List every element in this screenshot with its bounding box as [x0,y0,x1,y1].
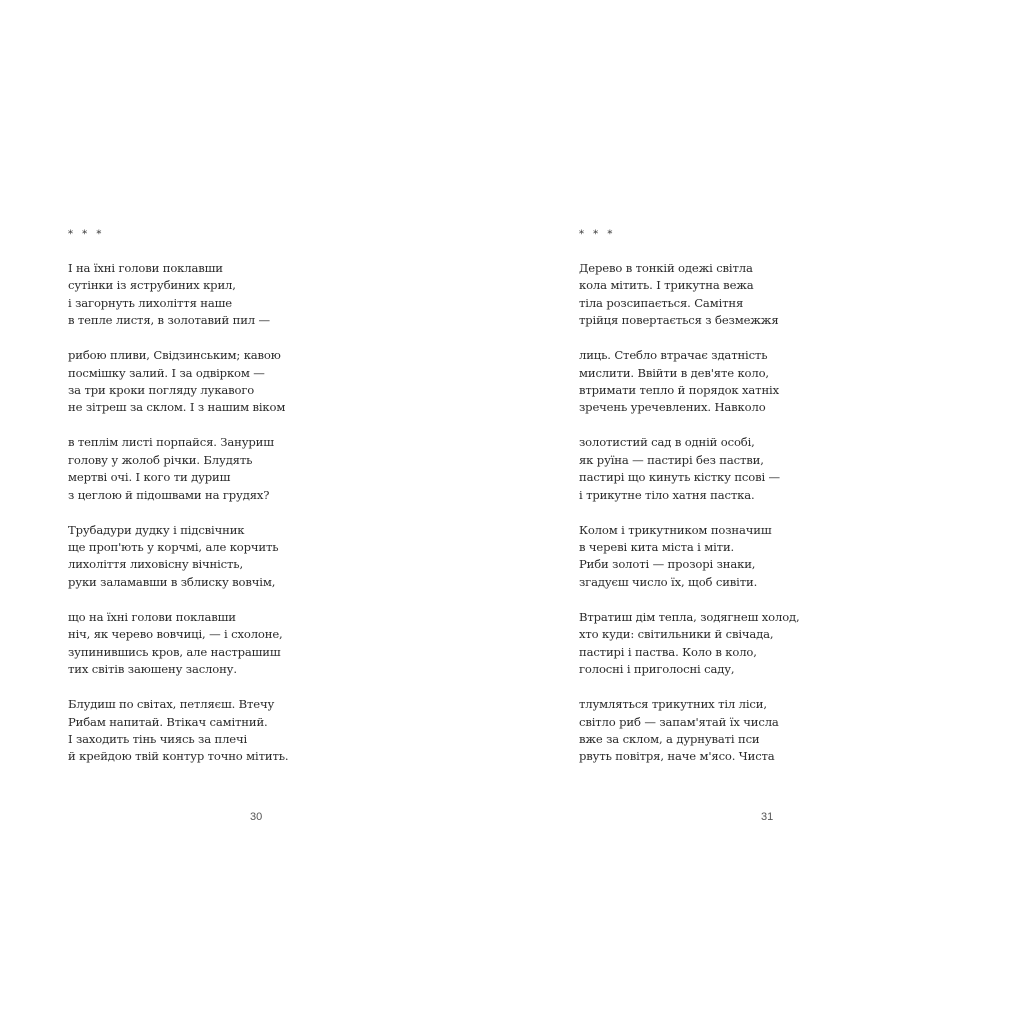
poem-line: за три кроки погляду лукавого [68,383,255,398]
stanza [579,434,800,504]
poem-line: голосні і приголосні саду, [579,662,735,677]
poem-line: в теплім листі порпайся. Зануриш [68,435,274,450]
poem-line: Колом і трикутником позначиш [579,522,772,537]
poem-line: ніч, як черево вовчиці, — і схолоне, [68,627,283,642]
asterism-divider: * * * [579,229,616,240]
poem-line: Рибам напитай. Втікач самітний. [68,714,268,729]
poem-line: лиць. Стебло втрачає здатність [579,348,768,363]
poem-line: Втратиш дім тепла, зодягнеш холод, [579,609,800,624]
stanza [68,434,288,504]
stanza [68,260,288,330]
poem-line: трійця повертається з безмежжя [579,313,779,328]
poem-line: сутінки із яструбиних крил, [68,278,236,293]
poem-line: втримати тепло й порядок хатніх [579,383,779,398]
poem-line: мертві очі. І кого ти дуриш [68,470,231,485]
poem-line: тих світів заюшену заслону. [68,662,237,677]
poem-line: згадуєш число їх, щоб сивіти. [579,574,758,589]
poem-line: Риби золоті — прозорі знаки, [579,557,756,572]
stanza [579,347,800,417]
poem-line: зупинившись кров, але настрашиш [68,644,281,659]
poem-left [68,226,288,783]
poem-line: і трикутне тіло хатня пастка. [579,487,755,502]
poem-line: лихоліття лиховісну вічність, [68,557,243,572]
poem-line: Трубадури дудку і підсвічник [68,522,245,537]
stanza [68,347,288,417]
poem-line: світло риб — запам'ятай їх числа [579,714,779,729]
poem-line: золотистий сад в одній особі, [579,435,755,450]
poem-line: в череві кита міста і міти. [579,540,735,555]
poem-line: пастирі і паства. Коло в коло, [579,644,757,659]
poem-line: хто куди: світильники й свічада, [579,627,774,642]
poem-line: рвуть повітря, наче м'ясо. Чиста [579,749,775,764]
poem-line: пастирі що кинуть кістку псові — [579,470,780,485]
poem-line: посмішку залий. І за одвірком — [68,365,265,380]
poem-line: голову у жолоб річки. Блудять [68,452,253,467]
poem-line: мислити. Ввійти в дев'яте коло, [579,365,769,380]
poem-line: як руїна — пастирі без пастви, [579,452,764,467]
poem-line: в тепле листя, в золотавий пил — [68,313,270,328]
page-number: 31 [761,811,774,823]
poem-line: Блудиш по світах, петляєш. Втечу [68,697,275,712]
stanza [68,522,288,592]
right-page [512,0,1024,1024]
stanza [68,696,288,766]
poem-line: І заходить тінь чиясь за плечі [68,731,248,746]
stanza [579,609,800,679]
poem-right [579,226,800,783]
poem-line: вже за склом, а дурнуваті пси [579,731,760,746]
poem-line: зречень уречевлених. Навколо [579,400,766,415]
poem-line: не зітреш за склом. І з нашим віком [68,400,286,415]
stanza [68,609,288,679]
poem-line: І на їхні голови поклавши [68,261,223,275]
poem-line: тлумляться трикутних тіл ліси, [579,697,767,712]
poem-line: й крейдою твій контур точно мітить. [68,749,289,764]
poem-line: кола мітить. І трикутна вежа [579,278,754,293]
poem-line: що на їхні голови поклавши [68,609,236,624]
poem-line: з цеглою й підошвами на грудях? [68,487,270,502]
stanza [579,696,800,766]
poem-line: рибою пливи, Свідзинським; кавою [68,348,281,363]
asterism-divider: * * * [68,229,105,240]
poem-line: Дерево в тонкій одежі світла [579,261,753,275]
poem-line: тіла розсипається. Самітня [579,295,744,310]
poem-line: і загорнуть лихоліття наше [68,295,232,310]
poem-line: руки заламавши в зблиску вовчім, [68,574,276,589]
stanza [579,260,800,330]
page-number: 30 [250,811,263,823]
stanza [579,522,800,592]
poem-line: ще проп'ють у корчмі, але корчить [68,540,279,555]
